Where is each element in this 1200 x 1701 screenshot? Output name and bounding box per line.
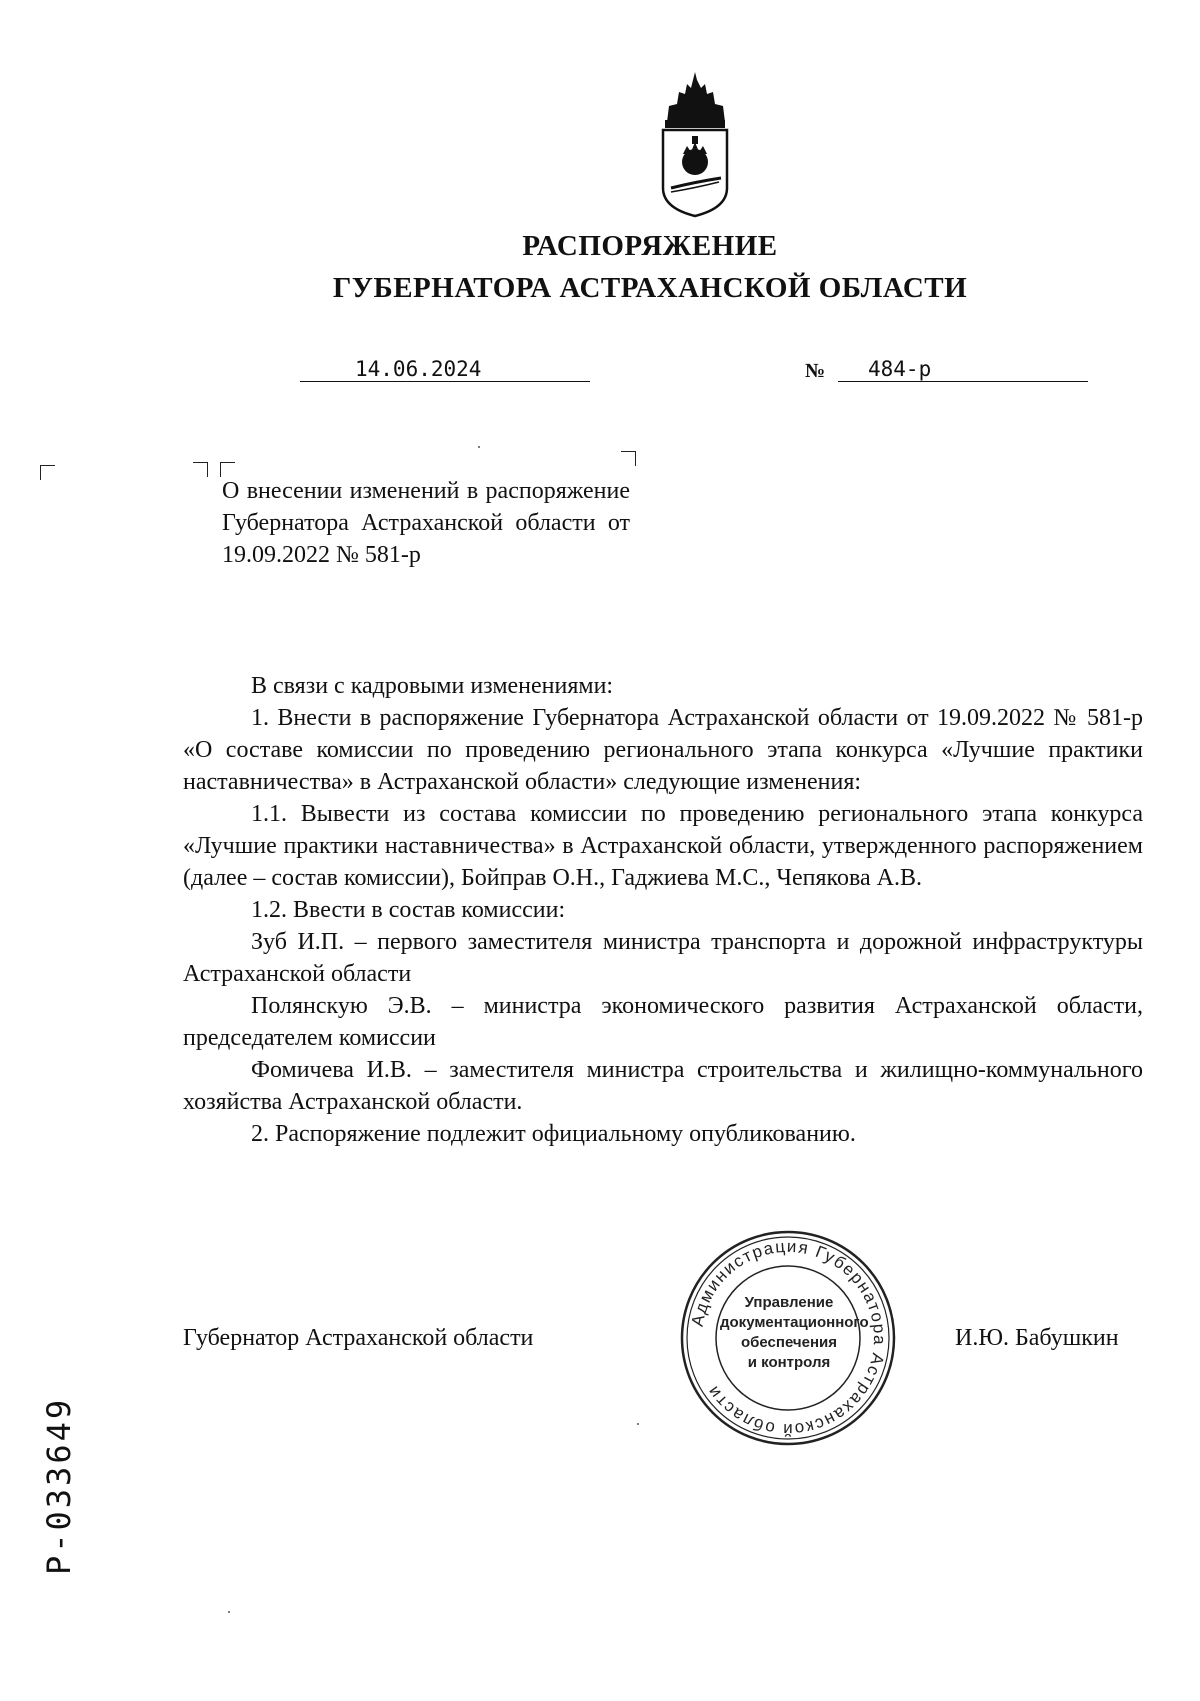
scan-speck: [478, 446, 480, 448]
form-serial-number: Р-033649: [40, 1396, 78, 1575]
document-date: 14.06.2024: [355, 357, 482, 381]
scan-speck: [637, 1423, 639, 1425]
stamp-line: и контроля: [747, 1354, 831, 1371]
document-number-field: [838, 355, 1088, 382]
signer-name: И.Ю. Бабушкин: [955, 1325, 1119, 1351]
stamp-line: Управление: [744, 1294, 834, 1311]
body-paragraph: 1.2. Ввести в состав комиссии:: [251, 897, 566, 923]
body-paragraph: Зуб И.П. – первого заместителя министра транспорта и дорожной инфраструктуры Астраханской области: [183, 929, 1143, 987]
document-number: 484-р: [868, 357, 932, 381]
body-paragraph: Полянскую Э.В. – министра экономического развития Астраханской области, председателем комиссии: [183, 993, 1143, 1051]
subject-bracket-right: [621, 451, 636, 466]
body-paragraph: В связи с кадровыми изменениями:: [251, 673, 614, 699]
margin-mark: [40, 465, 55, 480]
stamp-center-text: [720, 1293, 869, 1373]
stamp-outer-text: Администрация Губернатора Астраханской области: [687, 1236, 890, 1440]
subject-bracket-left: [193, 462, 208, 477]
document-issuer: ГУБЕРНАТОРА АСТРАХАНСКОЙ ОБЛАСТИ: [332, 272, 968, 304]
signer-title: Губернатор Астраханской области: [183, 1325, 534, 1351]
body-paragraph: Фомичева И.В. – заместителя министра строительства и жилищно-коммунального хозяйства Астраханской области.: [183, 1057, 1143, 1115]
document-date-field: [300, 355, 590, 382]
stamp-line: документационного: [720, 1314, 869, 1331]
document-body: [183, 670, 1143, 1150]
document-title: РАСПОРЯЖЕНИЕ: [522, 230, 778, 262]
body-paragraph: 1. Внести в распоряжение Губернатора Астраханской области от 19.09.2022 № 581-р «О составе комиссии по проведению регионального этапа конкурса «Лучшие практики наставничества» в Астраханской области» следующие изменения:: [183, 705, 1143, 795]
stamp-line: обеспечения: [740, 1334, 838, 1351]
body-paragraph: 1.1. Вывести из состава комиссии по проведению регионального этапа конкурса «Лучшие практики наставничества» в Астраханской области, утвержденного распоряжением (далее – состав комиссии), Бойправ О.Н., Гаджиева М.С., Чепякова А.В.: [183, 801, 1143, 891]
number-sign: №: [805, 360, 826, 382]
document-subject: О внесении изменений в распоряжение Губернатора Астраханской области от 19.09.2022 № 581-р: [222, 478, 630, 568]
coat-of-arms-icon: [657, 70, 733, 218]
body-paragraph: 2. Распоряжение подлежит официальному опубликованию.: [251, 1121, 856, 1147]
scan-speck: [228, 1611, 230, 1613]
